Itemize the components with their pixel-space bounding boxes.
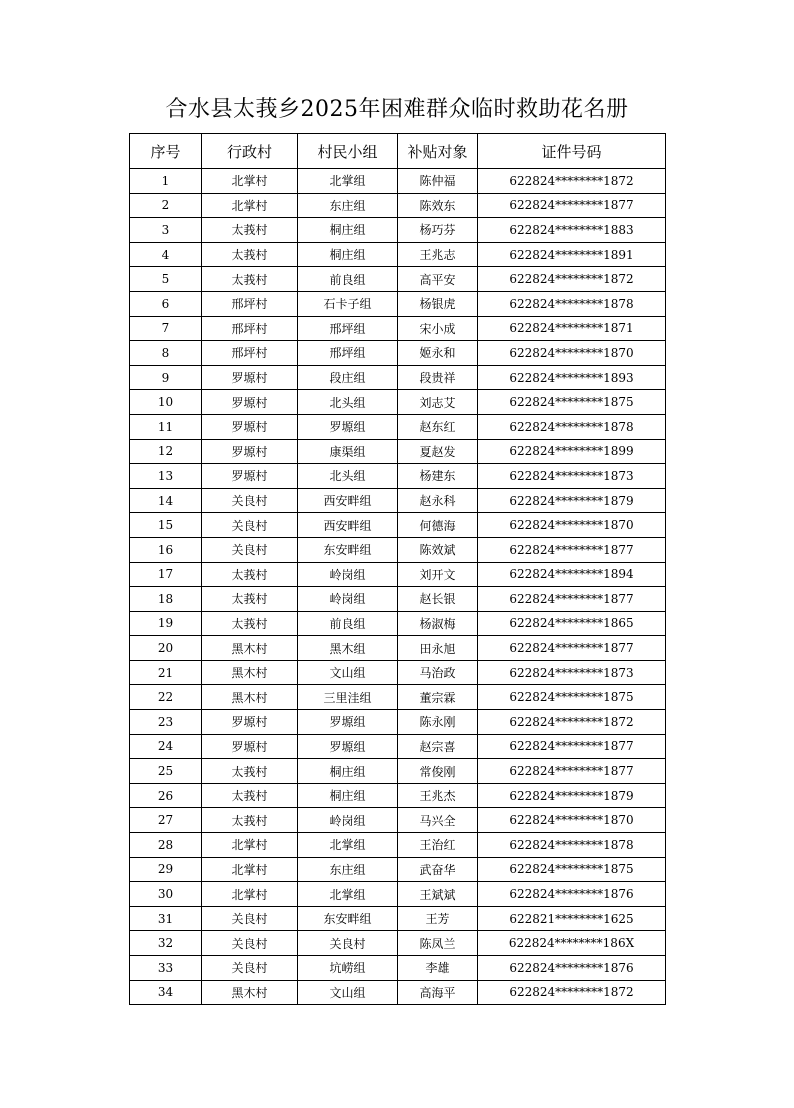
cell-village: 关良村 — [202, 931, 298, 956]
cell-id-number: 622824********1899 — [478, 439, 666, 464]
cell-seq: 15 — [130, 513, 202, 538]
cell-recipient: 陈永刚 — [398, 710, 478, 735]
table-row — [130, 193, 666, 218]
cell-village: 黑木村 — [202, 685, 298, 710]
cell-id-number: 622821********1625 — [478, 906, 666, 931]
header-group: 村民小组 — [298, 134, 398, 169]
cell-id-number: 622824********1877 — [478, 537, 666, 562]
cell-recipient: 李雄 — [398, 956, 478, 981]
cell-id-number: 622824********1865 — [478, 611, 666, 636]
table-row — [130, 291, 666, 316]
cell-recipient: 杨银虎 — [398, 291, 478, 316]
cell-seq: 3 — [130, 218, 202, 243]
cell-village: 罗塬村 — [202, 464, 298, 489]
cell-group: 东安畔组 — [298, 906, 398, 931]
table-row — [130, 636, 666, 661]
cell-village: 黑木村 — [202, 636, 298, 661]
cell-seq: 33 — [130, 956, 202, 981]
cell-recipient: 王兆志 — [398, 242, 478, 267]
table-row — [130, 710, 666, 735]
cell-id-number: 622824********1877 — [478, 759, 666, 784]
cell-id-number: 622824********1879 — [478, 488, 666, 513]
cell-village: 罗塬村 — [202, 390, 298, 415]
cell-id-number: 622824********1870 — [478, 513, 666, 538]
cell-id-number: 622824********186X — [478, 931, 666, 956]
cell-recipient: 马治政 — [398, 660, 478, 685]
cell-seq: 19 — [130, 611, 202, 636]
cell-group: 坑崂组 — [298, 956, 398, 981]
table-row — [130, 414, 666, 439]
table-row — [130, 980, 666, 1005]
cell-group: 东安畔组 — [298, 537, 398, 562]
cell-recipient: 宋小成 — [398, 316, 478, 341]
table-row — [130, 833, 666, 858]
cell-group: 北头组 — [298, 390, 398, 415]
cell-group: 罗塬组 — [298, 710, 398, 735]
cell-village: 罗塬村 — [202, 365, 298, 390]
cell-group: 桐庄组 — [298, 759, 398, 784]
table-row — [130, 242, 666, 267]
cell-group: 黑木组 — [298, 636, 398, 661]
cell-recipient: 赵东红 — [398, 414, 478, 439]
cell-seq: 16 — [130, 537, 202, 562]
table-row — [130, 513, 666, 538]
cell-seq: 2 — [130, 193, 202, 218]
cell-id-number: 622824********1876 — [478, 882, 666, 907]
cell-group: 罗塬组 — [298, 414, 398, 439]
cell-id-number: 622824********1871 — [478, 316, 666, 341]
cell-id-number: 622824********1877 — [478, 636, 666, 661]
cell-recipient: 陈仲福 — [398, 169, 478, 194]
cell-recipient: 赵长银 — [398, 587, 478, 612]
table-row — [130, 857, 666, 882]
cell-group: 东庄组 — [298, 857, 398, 882]
cell-village: 罗塬村 — [202, 734, 298, 759]
header-id-number: 证件号码 — [478, 134, 666, 169]
table-row — [130, 464, 666, 489]
header-seq: 序号 — [130, 134, 202, 169]
table-row — [130, 611, 666, 636]
cell-group: 三里洼组 — [298, 685, 398, 710]
cell-village: 北掌村 — [202, 169, 298, 194]
cell-seq: 32 — [130, 931, 202, 956]
cell-recipient: 杨建东 — [398, 464, 478, 489]
table-row — [130, 439, 666, 464]
cell-seq: 27 — [130, 808, 202, 833]
cell-village: 罗塬村 — [202, 710, 298, 735]
cell-recipient: 陈效斌 — [398, 537, 478, 562]
cell-seq: 4 — [130, 242, 202, 267]
cell-village: 太莪村 — [202, 267, 298, 292]
cell-village: 关良村 — [202, 956, 298, 981]
cell-recipient: 赵永科 — [398, 488, 478, 513]
cell-id-number: 622824********1870 — [478, 808, 666, 833]
cell-group: 关良村 — [298, 931, 398, 956]
cell-group: 邢坪组 — [298, 316, 398, 341]
cell-recipient: 赵宗喜 — [398, 734, 478, 759]
table-row — [130, 685, 666, 710]
cell-id-number: 622824********1878 — [478, 414, 666, 439]
cell-group: 岭岗组 — [298, 587, 398, 612]
cell-group: 北头组 — [298, 464, 398, 489]
cell-seq: 31 — [130, 906, 202, 931]
cell-group: 北掌组 — [298, 169, 398, 194]
table-row — [130, 783, 666, 808]
cell-seq: 7 — [130, 316, 202, 341]
cell-seq: 9 — [130, 365, 202, 390]
cell-seq: 23 — [130, 710, 202, 735]
cell-group: 段庄组 — [298, 365, 398, 390]
cell-group: 石卡子组 — [298, 291, 398, 316]
cell-recipient: 田永旭 — [398, 636, 478, 661]
cell-id-number: 622824********1877 — [478, 587, 666, 612]
cell-seq: 18 — [130, 587, 202, 612]
cell-seq: 8 — [130, 341, 202, 366]
cell-recipient: 段贵祥 — [398, 365, 478, 390]
relief-roster-table — [129, 133, 666, 1005]
cell-seq: 12 — [130, 439, 202, 464]
cell-group: 岭岗组 — [298, 808, 398, 833]
cell-village: 太莪村 — [202, 587, 298, 612]
cell-recipient: 董宗霖 — [398, 685, 478, 710]
cell-group: 康渠组 — [298, 439, 398, 464]
cell-recipient: 武奋华 — [398, 857, 478, 882]
cell-group: 文山组 — [298, 660, 398, 685]
cell-id-number: 622824********1873 — [478, 660, 666, 685]
cell-village: 罗塬村 — [202, 439, 298, 464]
cell-id-number: 622824********1872 — [478, 710, 666, 735]
cell-seq: 30 — [130, 882, 202, 907]
cell-recipient: 常俊刚 — [398, 759, 478, 784]
cell-group: 桐庄组 — [298, 242, 398, 267]
cell-recipient: 马兴全 — [398, 808, 478, 833]
cell-recipient: 王治红 — [398, 833, 478, 858]
table-row — [130, 537, 666, 562]
header-row — [130, 134, 666, 169]
cell-seq: 28 — [130, 833, 202, 858]
cell-seq: 17 — [130, 562, 202, 587]
cell-village: 黑木村 — [202, 980, 298, 1005]
table-row — [130, 906, 666, 931]
cell-village: 关良村 — [202, 488, 298, 513]
cell-group: 文山组 — [298, 980, 398, 1005]
cell-seq: 25 — [130, 759, 202, 784]
cell-group: 桐庄组 — [298, 783, 398, 808]
cell-id-number: 622824********1877 — [478, 193, 666, 218]
table-row — [130, 759, 666, 784]
cell-village: 关良村 — [202, 513, 298, 538]
cell-id-number: 622824********1872 — [478, 169, 666, 194]
cell-village: 罗塬村 — [202, 414, 298, 439]
cell-seq: 6 — [130, 291, 202, 316]
cell-seq: 20 — [130, 636, 202, 661]
cell-seq: 10 — [130, 390, 202, 415]
table-row — [130, 218, 666, 243]
cell-group: 北掌组 — [298, 833, 398, 858]
cell-village: 北掌村 — [202, 193, 298, 218]
cell-recipient: 高海平 — [398, 980, 478, 1005]
table-row — [130, 316, 666, 341]
cell-village: 关良村 — [202, 537, 298, 562]
cell-group: 岭岗组 — [298, 562, 398, 587]
table-row — [130, 660, 666, 685]
cell-seq: 26 — [130, 783, 202, 808]
header-recipient: 补贴对象 — [398, 134, 478, 169]
cell-village: 太莪村 — [202, 611, 298, 636]
cell-recipient: 何德海 — [398, 513, 478, 538]
document-title: 合水县太莪乡2025年困难群众临时救助花名册 — [165, 97, 629, 122]
table-row — [130, 587, 666, 612]
cell-seq: 22 — [130, 685, 202, 710]
table-row — [130, 365, 666, 390]
cell-village: 关良村 — [202, 906, 298, 931]
cell-id-number: 622824********1878 — [478, 833, 666, 858]
table-row — [130, 390, 666, 415]
cell-id-number: 622824********1875 — [478, 390, 666, 415]
cell-village: 北掌村 — [202, 882, 298, 907]
cell-seq: 24 — [130, 734, 202, 759]
cell-village: 太莪村 — [202, 783, 298, 808]
table-row — [130, 808, 666, 833]
cell-id-number: 622824********1883 — [478, 218, 666, 243]
cell-village: 邢坪村 — [202, 341, 298, 366]
cell-group: 前良组 — [298, 267, 398, 292]
table-row — [130, 488, 666, 513]
cell-seq: 34 — [130, 980, 202, 1005]
cell-group: 桐庄组 — [298, 218, 398, 243]
cell-id-number: 622824********1893 — [478, 365, 666, 390]
cell-seq: 29 — [130, 857, 202, 882]
cell-group: 罗塬组 — [298, 734, 398, 759]
table-row — [130, 956, 666, 981]
cell-group: 西安畔组 — [298, 488, 398, 513]
cell-village: 太莪村 — [202, 808, 298, 833]
cell-recipient: 陈凤兰 — [398, 931, 478, 956]
cell-seq: 21 — [130, 660, 202, 685]
cell-group: 东庄组 — [298, 193, 398, 218]
cell-recipient: 陈效东 — [398, 193, 478, 218]
cell-recipient: 杨淑梅 — [398, 611, 478, 636]
table-row — [130, 562, 666, 587]
cell-id-number: 622824********1891 — [478, 242, 666, 267]
table-row — [130, 882, 666, 907]
cell-seq: 1 — [130, 169, 202, 194]
cell-village: 北掌村 — [202, 833, 298, 858]
cell-recipient: 刘志艾 — [398, 390, 478, 415]
cell-recipient: 高平安 — [398, 267, 478, 292]
cell-village: 邢坪村 — [202, 291, 298, 316]
cell-id-number: 622824********1875 — [478, 857, 666, 882]
cell-group: 西安畔组 — [298, 513, 398, 538]
cell-village: 邢坪村 — [202, 316, 298, 341]
cell-id-number: 622824********1876 — [478, 956, 666, 981]
table-row — [130, 267, 666, 292]
cell-group: 前良组 — [298, 611, 398, 636]
cell-group: 北掌组 — [298, 882, 398, 907]
cell-seq: 5 — [130, 267, 202, 292]
table-row — [130, 169, 666, 194]
cell-seq: 13 — [130, 464, 202, 489]
cell-recipient: 王兆杰 — [398, 783, 478, 808]
cell-recipient: 刘开文 — [398, 562, 478, 587]
table-row — [130, 341, 666, 366]
cell-village: 太莪村 — [202, 759, 298, 784]
cell-id-number: 622824********1872 — [478, 980, 666, 1005]
cell-id-number: 622824********1878 — [478, 291, 666, 316]
cell-recipient: 杨巧芬 — [398, 218, 478, 243]
cell-group: 邢坪组 — [298, 341, 398, 366]
cell-recipient: 姬永和 — [398, 341, 478, 366]
roster-body — [130, 169, 666, 1005]
cell-village: 黑木村 — [202, 660, 298, 685]
cell-id-number: 622824********1877 — [478, 734, 666, 759]
cell-recipient: 王芳 — [398, 906, 478, 931]
table-row — [130, 931, 666, 956]
header-village: 行政村 — [202, 134, 298, 169]
cell-village: 太莪村 — [202, 242, 298, 267]
cell-recipient: 夏赵发 — [398, 439, 478, 464]
table-row — [130, 734, 666, 759]
cell-recipient: 王斌斌 — [398, 882, 478, 907]
cell-id-number: 622824********1894 — [478, 562, 666, 587]
cell-village: 北掌村 — [202, 857, 298, 882]
cell-seq: 14 — [130, 488, 202, 513]
cell-id-number: 622824********1875 — [478, 685, 666, 710]
cell-village: 太莪村 — [202, 562, 298, 587]
cell-id-number: 622824********1873 — [478, 464, 666, 489]
cell-id-number: 622824********1879 — [478, 783, 666, 808]
cell-village: 太莪村 — [202, 218, 298, 243]
cell-id-number: 622824********1872 — [478, 267, 666, 292]
cell-id-number: 622824********1870 — [478, 341, 666, 366]
cell-seq: 11 — [130, 414, 202, 439]
